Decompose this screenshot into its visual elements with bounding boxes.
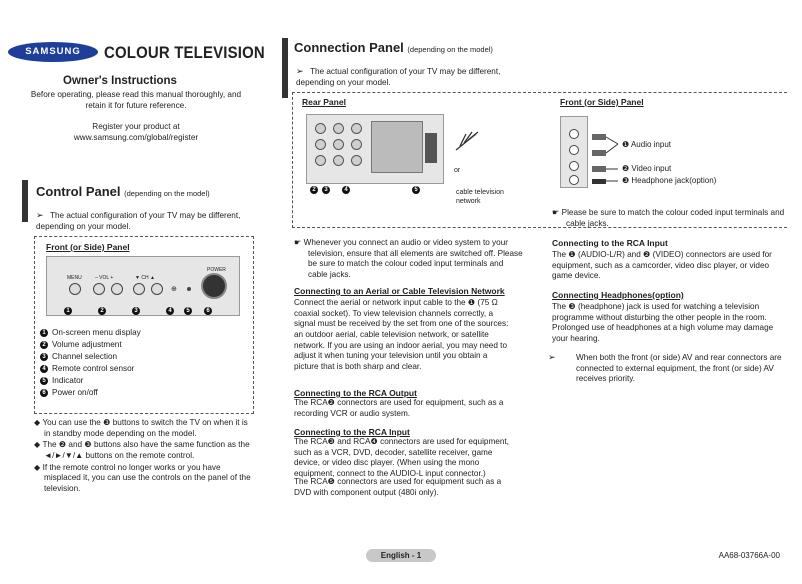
samsung-logo: SAMSUNG [8,42,98,62]
bullet-item: ◆ You can use the ❸ buttons to switch the TV on when it is in standby mode depending on the model. [34,418,248,438]
section-bar [282,38,288,98]
list-item: 4 Remote control sensor [40,364,250,376]
arrow-icon: ➢ [36,210,44,220]
bullet-item: ◆ If the remote control no longer works or you have misplaced it, you can use the controls on the panel of the television. [34,462,251,493]
ch-down-button[interactable] [133,283,145,295]
rear-panel-illustration [306,114,444,184]
front-panel-label: Front (or Side) Panel [46,242,130,252]
control-panel-subtitle: (depending on the model) [124,189,210,198]
remote-sensor-icon: ⊕ [171,286,177,293]
connection-panel-heading [294,40,493,57]
plug-icons [590,126,620,186]
aerial-icon [452,130,482,152]
control-panel-list [40,328,250,400]
list-item: 6 Power on/off [40,388,250,400]
rca-input-text-2: The RCA❺ connectors are used for equipment such as a DVD with component output (480i only). [294,477,502,497]
owner-instructions-heading: Owner's Instructions [63,75,177,87]
or-label: or [454,167,461,174]
aerial-heading: Connecting to an Aerial or Cable Television Network [294,286,505,296]
headphones-heading: Connecting Headphones(option) [552,290,684,300]
front-side-panel-label: Front (or Side) Panel [560,97,644,107]
menu-label: MENU [67,275,82,281]
rca-input-text: The RCA❸ and RCA❹ connectors are used for equipment, such as a VCR, DVD, decoder, satellite receiver, game device, or video disc player. (When using the mono equipment, connect to the AUDIO-L input connector.) [294,437,509,478]
right-rca-text: The ❶ (AUDIO-L/R) and ❷ (VIDEO) connectors are used for equipment, such as a camcorder, video disc player, or video game device. [552,250,772,281]
rear-callout-5: 5 [412,186,424,195]
rca-port [351,155,362,166]
audio-jack [569,145,579,155]
ch-up-button[interactable] [151,283,163,295]
connection-panel-note: ➢ The actual configuration of your TV may be different, depending on your model. [296,66,501,87]
rca-port [351,123,362,134]
side-panel-illustration [560,116,588,188]
headphones-text: The ❸ (headphone) jack is used for watching a television programme without disturbing the other people in the room. Prolonged use of headphones at a high volume may damage your hearing. [552,302,774,343]
rca-output-heading: Connecting to the RCA Output [294,388,417,398]
menu-button[interactable] [69,283,81,295]
rca-output-text: The RCA❷ connectors are used for equipment, such as a recording VCR or audio system. [294,398,504,418]
pointing-hand-icon: ☛ [552,208,562,217]
indicator-icon [187,287,191,291]
document-title: COLOUR TELEVISION [104,43,265,62]
vol-label: – VOL + [95,275,114,281]
connection-panel-title: Connection Panel [294,40,404,55]
bullet-item: ◆ The ❷ and ❸ buttons also have the same function as the ◄/►/▼/▲ buttons on the remote control. [34,440,250,460]
arrow-icon: ➢ [548,352,556,362]
callout-audio-input: ❶ Audio input [622,140,671,149]
section-bar [22,180,28,222]
power-label: POWER [207,267,226,273]
register-text: Register your product at www.samsung.com/global/register [73,122,199,142]
audio-jack [569,129,579,139]
color-match-note: ☛ Please be sure to match the colour coded input terminals and cable jacks. [552,208,785,228]
connection-panel-subtitle: (depending on the model) [407,45,493,54]
cable-label: cable television network [456,189,504,206]
control-panel-bullets [34,418,254,495]
rca-port [315,123,326,134]
arrow-icon: ➢ [296,66,304,76]
aerial-socket [425,133,437,163]
rca-input-heading: Connecting to the RCA Input [294,427,410,437]
aerial-text: Connect the aerial or network input cable to the ❶ (75 Ω coaxial socket). To view television channels correctly, a signal must be received by the set from one of the sources: an outdoor aerial, cable television network, or satellite network. If you are using an indoor aerial, you may need to adjust it when tuning your television until you obtain a picture that is both sharp and clear. [294,298,509,371]
rear-panel-label: Rear Panel [302,97,346,107]
callout-video-input: ❷ Video input [622,164,672,173]
warning-note: ☛ Whenever you connect an audio or video system to your television, ensure that all elements are switched off. Please be sure to match the colour coded input terminals and cable jacks. [294,238,523,279]
page-number: English - 1 [366,549,436,562]
control-panel-title: Control Panel [36,184,121,199]
control-panel-note: ➢ The actual configuration of your TV may be different, depending on your model. [36,210,241,231]
vol-down-button[interactable] [93,283,105,295]
panel-callouts: 1 2 3 4 5 6 [64,307,216,316]
vol-up-button[interactable] [111,283,123,295]
list-item: 1 On-screen menu display [40,328,250,340]
list-item: 5 Indicator [40,376,250,388]
power-button[interactable] [201,273,227,299]
list-item: 2 Volume adjustment [40,340,250,352]
pointing-hand-icon: ☛ [294,238,304,247]
rca-port [333,139,344,150]
rear-callouts-left: 2 3 4 [310,186,354,195]
callout-headphone: ❸ Headphone jack(option) [622,176,717,185]
list-item: 3 Channel selection [40,352,250,364]
rca-port [315,155,326,166]
ch-label: ▼ CH ▲ [135,275,155,281]
headphone-jack [569,175,579,185]
priority-note: ➢ When both the front (or side) AV and rear connectors are connected to external equipment, the front (or side) AV receives priority. [548,352,782,384]
video-jack [569,161,579,171]
rca-port [351,139,362,150]
rca-port [315,139,326,150]
right-rca-heading: Connecting to the RCA Input [552,238,668,248]
component-block [371,121,423,173]
intro-text: Before operating, please read this manual thoroughly, and retain it for future reference. [30,90,242,110]
rca-port [333,155,344,166]
control-panel-heading [36,184,210,201]
rca-port [333,123,344,134]
document-code: AA68-03766A-00 [718,551,780,560]
